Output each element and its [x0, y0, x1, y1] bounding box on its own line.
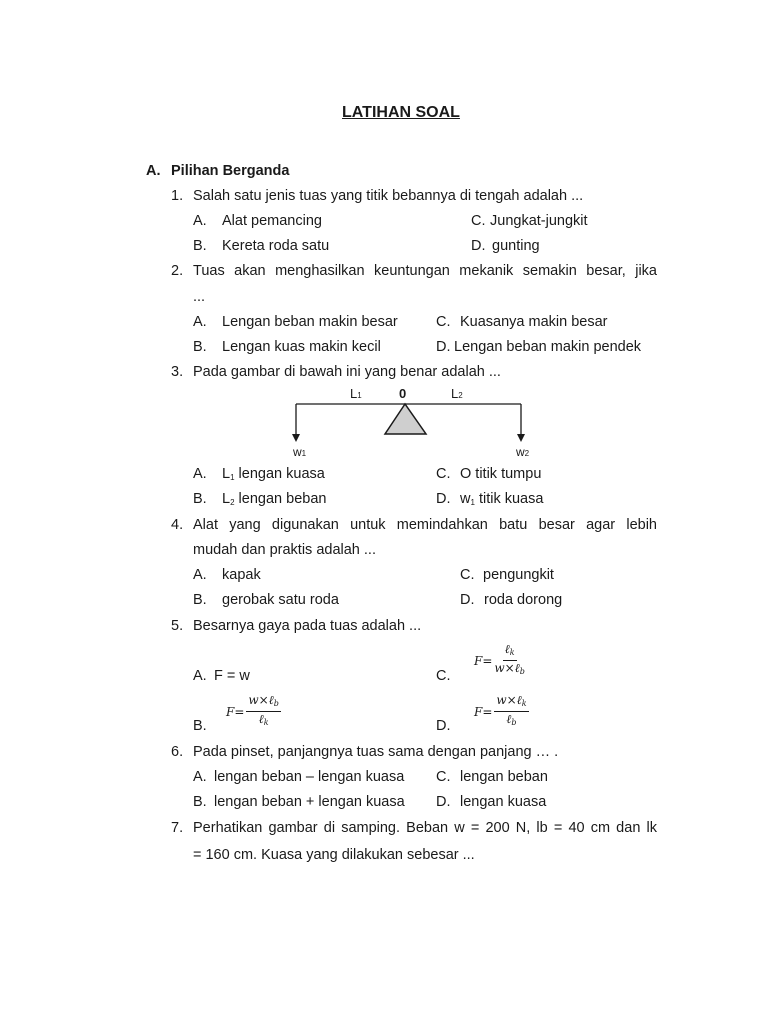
- option-letter-c: C.: [436, 466, 451, 482]
- option-letter-c: C.: [460, 567, 475, 583]
- question-number: 6.: [171, 744, 184, 760]
- option-letter-b: B.: [193, 794, 207, 810]
- option-letter-d: D.: [436, 491, 451, 507]
- option-a: kapak: [222, 567, 261, 583]
- option-letter-c: C.: [471, 213, 486, 229]
- option-letter-b: B.: [193, 238, 207, 254]
- option-b: Lengan kuas makin kecil: [222, 339, 381, 355]
- option-d: gunting: [492, 238, 540, 254]
- option-letter-d: D.: [460, 592, 475, 608]
- option-b: $L_2$ lengan beban: [222, 491, 327, 507]
- option-b: Kereta roda satu: [222, 238, 330, 254]
- option-d: Lengan beban makin pendek: [454, 339, 642, 355]
- fulcrum-triangle: [385, 404, 426, 434]
- option-letter-d: D.: [471, 238, 486, 254]
- option-b: gerobak satu roda: [222, 592, 339, 608]
- option-letter-a: A.: [193, 314, 207, 330]
- option-a: lengan beban – lengan kuasa: [214, 769, 405, 785]
- lever-diagram: [285, 384, 535, 462]
- option-letter-a: A.: [193, 769, 207, 785]
- question-text: Besarnya gaya pada tuas adalah ...: [193, 618, 422, 634]
- label-l1: L1: [350, 386, 362, 401]
- question-number: 1.: [171, 188, 184, 204]
- option-a: F = w: [214, 668, 250, 684]
- option-a: $L_1$ lengan kuasa: [222, 466, 325, 482]
- question-number: 2.: [171, 263, 184, 279]
- option-d: roda dorong: [484, 592, 563, 608]
- question-number: 4.: [171, 517, 184, 533]
- option-c: Jungkat-jungkit: [490, 213, 588, 229]
- option-letter-a: A.: [193, 567, 207, 583]
- section-heading: Pilihan Berganda: [171, 163, 290, 179]
- right-arrow-head: [517, 434, 525, 442]
- option-a: Alat pemancing: [222, 213, 322, 229]
- option-letter-b: B.: [193, 339, 207, 355]
- label-fulcrum: 0: [399, 386, 407, 401]
- question-text-continued: ...: [193, 289, 206, 305]
- option-d: lengan kuasa: [460, 794, 547, 810]
- question-text-continued: mudah dan praktis adalah ...: [193, 542, 376, 558]
- left-arrow-head: [292, 434, 300, 442]
- question-number: 7.: [171, 820, 184, 836]
- question-text-continued: = 160 cm. Kuasa yang dilakukan sebesar ...: [193, 847, 475, 863]
- option-letter-a: A.: [193, 213, 207, 229]
- option-letter-a: A.: [193, 668, 207, 684]
- question-text: Perhatikan gambar di samping. Beban w = 200 N, lb = 40 cm dan lk: [193, 820, 657, 836]
- question-text: Pada gambar di bawah ini yang benar adalah ...: [193, 364, 501, 380]
- question-text: Pada pinset, panjangnya tuas sama dengan panjang … .: [193, 744, 559, 760]
- page-title: LATIHAN SOAL: [342, 104, 460, 121]
- option-letter-c: C.: [436, 314, 451, 330]
- option-letter-d: D.: [436, 339, 451, 355]
- option-letter-a: A.: [193, 466, 207, 482]
- option-letter-d: D.: [436, 794, 451, 810]
- option-c: O titik tumpu: [460, 466, 542, 482]
- option-a: Lengan beban makin besar: [222, 314, 398, 330]
- question-number: 3.: [171, 364, 184, 380]
- option-letter-d: D.: [436, 718, 451, 734]
- option-letter-b: B.: [193, 592, 207, 608]
- formula-option-d: F= w×ℓ$_k$ ℓ$_b$: [474, 693, 527, 727]
- option-c: Kuasanya makin besar: [460, 314, 608, 330]
- question-text: Tuas akan menghasilkan keuntungan mekanik semakin besar, jika: [193, 263, 657, 279]
- option-d: $w_1$ titik kuasa: [460, 491, 544, 507]
- formula-option-b: F= w×ℓ$_b$ ℓ$_k$: [226, 693, 279, 727]
- formula-option-c: F= ℓ$_k$ w×ℓ$_b$: [474, 642, 525, 676]
- label-w1: w1: [293, 445, 307, 459]
- label-w2: w2: [516, 445, 530, 459]
- section-letter: A.: [146, 163, 161, 179]
- option-b: lengan beban + lengan kuasa: [214, 794, 405, 810]
- question-text: Alat yang digunakan untuk memindahkan batu besar agar lebih: [193, 517, 657, 533]
- label-l2: L2: [451, 386, 463, 401]
- option-letter-b: B.: [193, 491, 207, 507]
- question-text: Salah satu jenis tuas yang titik bebannya di tengah adalah ...: [193, 188, 584, 204]
- option-letter-c: C.: [436, 668, 451, 684]
- option-letter-c: C.: [436, 769, 451, 785]
- option-c: lengan beban: [460, 769, 548, 785]
- option-c: pengungkit: [483, 567, 554, 583]
- question-number: 5.: [171, 618, 184, 634]
- option-letter-b: B.: [193, 718, 207, 734]
